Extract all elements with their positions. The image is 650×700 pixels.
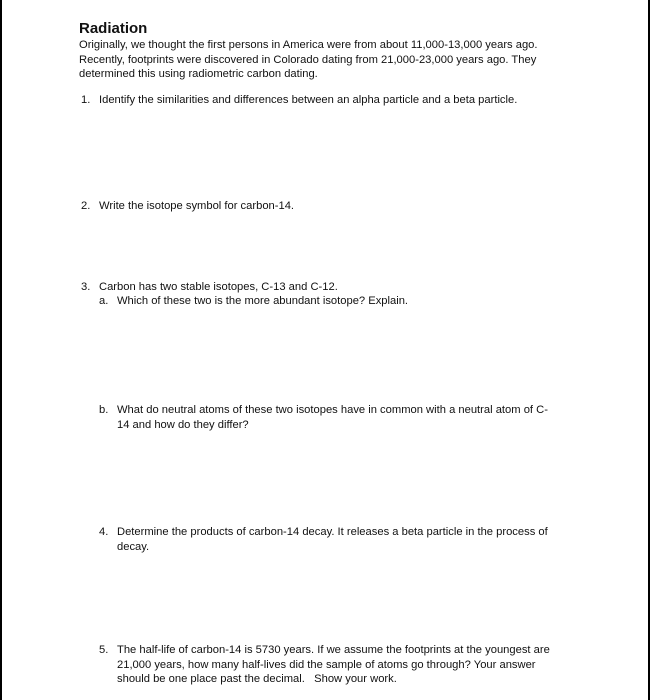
question-number: 1. [81,94,91,106]
question-text: The half-life of carbon-14 is 5730 years. If we assume the footprints at the youngest are 21,000 years, how many half-lives did the sample of atoms go through? Your answer should be one place past the decimal. Show your work. [117,644,553,685]
question-text: Carbon has two stable isotopes, C-13 and C-12. [99,281,338,293]
sub-question-letter: a. [99,295,109,307]
page-border-left [0,0,2,700]
question-text: Determine the products of carbon-14 decay. It releases a beta particle in the process of decay. [117,526,548,553]
question-number: 4. [99,526,109,538]
question-text: Identify the similarities and differences between an alpha particle and a beta particle. [99,94,518,106]
sub-question-text: Which of these two is the more abundant isotope? Explain. [117,295,409,307]
question-text: Write the isotope symbol for carbon-14. [99,200,295,212]
sub-question-letter: b. [99,404,109,416]
question-number: 2. [81,200,91,212]
question-number: 5. [99,644,109,656]
sub-question-text: What do neutral atoms of these two isotopes have in common with a neutral atom of C-14 and how do they differ? [117,404,548,431]
page-title: Radiation [79,20,148,37]
question-number: 3. [81,281,91,293]
intro-paragraph: Originally, we thought the first persons in America were from about 11,000-13,000 years ago. Recently, footprints were discovered in Colorado dating from 21,000-23,000 years ago. They determined this using radiometric carbon dating. [79,39,538,80]
